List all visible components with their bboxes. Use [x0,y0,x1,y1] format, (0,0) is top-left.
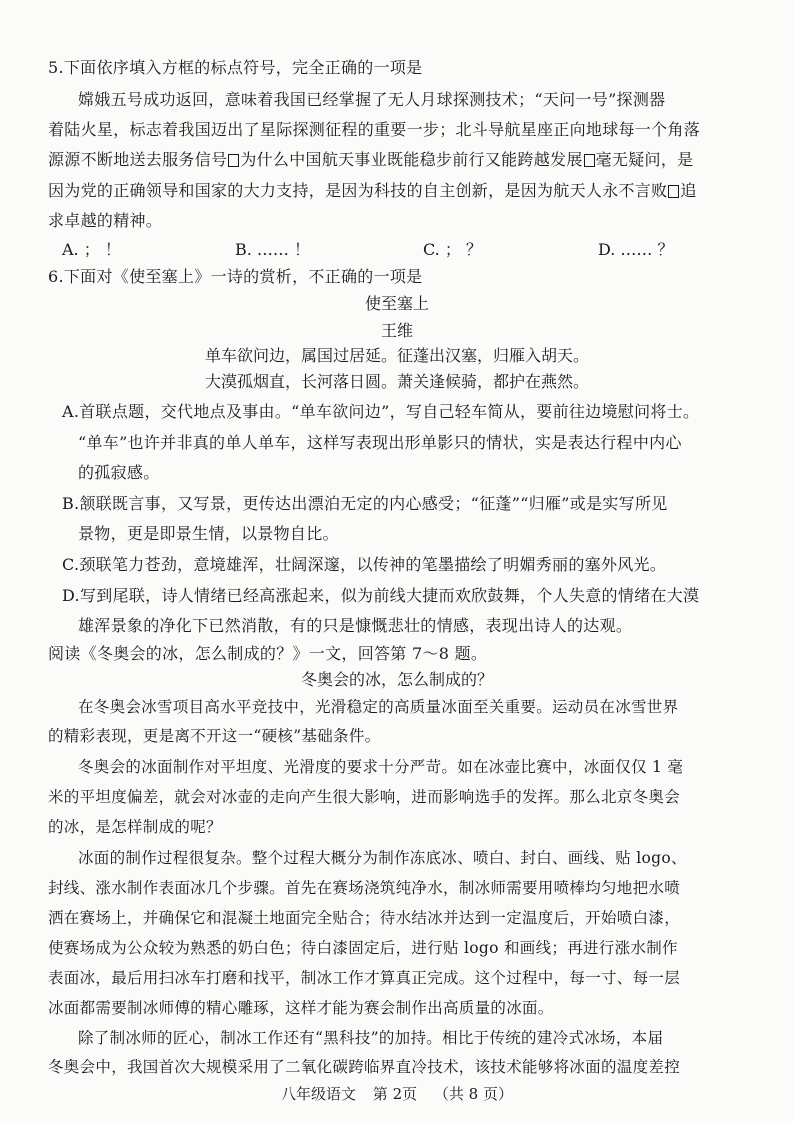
q5-text-segment: 为什么中国航天事业既能稳步前行又能跨越发展 [240,150,583,169]
article-title: 冬奥会的冰，怎么制成的？ [300,670,493,689]
page-footer [0,1083,794,1104]
q6-option-a-cont: “单车”也许并非真的单人单车，这样写表现出形单影只的情状，实是表达行程中内心 [78,433,682,452]
poem-line: 单车欲问边，属国过居延。征蓬出汉塞，归雁入胡天。 [204,346,589,365]
article-line: 冰面都需要制冰师傅的精心雕琢，这样才能为赛会制作出高质量的冰面。 [48,999,554,1017]
q6-option-b: B.颔联既言事，又写景，更传达出漂泊无定的内心感受；“征蓬”“归雁”或是实写所见 [62,494,668,513]
q6-stem: 6.下面对《使至塞上》一诗的赏析，不正确的一项是 [48,267,423,286]
article-line: 洒在赛场上，并确保它和混凝土地面完全贴合；待水结冰并达到一定温度后，开始喷白漆， [48,909,681,927]
article-line: 使赛场成为公众较为熟悉的奶白色；待白漆固定后，进行贴 logo 和画线；再进行涨水制作 [48,939,678,957]
q5-option-c: C. ； ？ [423,240,482,259]
q6-option-d-cont: 雄浑景象的净化下已然消散，有的只是慷慨悲壮的情感，表现出诗人的达观。 [78,616,633,635]
q5-option-b: B. …… ！ [235,240,311,259]
q5-passage-line: 求卓越的精神。 [48,211,163,230]
article-line: 封线、涨水制作表面冰几个步骤。首先在赛场浇筑纯净水，制冰师需要用喷棒均匀地把水喷 [48,879,681,897]
article-line: 在冬奥会冰雪项目高水平竞技中，光滑稳定的高质量冰面至关重要。运动员在冰雪世界 [78,698,679,716]
article-line: 冬奥会的冰面制作对平坦度、光滑度的要求十分严苛。如在冰壶比赛中，冰面仅仅 1 毫 [78,758,684,776]
q5-passage-line: 着陆火星，标志着我国迈出了星际探测征程的重要一步；北斗导航星座正向地球每一个角落 [48,120,701,139]
article-line: 冰面的制作过程很复杂。整个过程大概分为制作冻底冰、喷白、封白、画线、贴 logo、 [78,849,687,867]
q6-option-c: C.颈联笔力苍劲，意境雄浑，壮阔深邃，以传神的笔墨描绘了明媚秀丽的塞外风光。 [62,555,667,574]
blank-box [584,154,595,167]
q5-option-a: A. ； ！ [62,240,121,259]
poem-author: 王维 [380,321,413,340]
footer-page-number: 第 2页 [372,1085,418,1103]
article-line: 表面冰，最后用扫冰车打磨和找平，制冰工作才算真正完成。这个过程中，每一寸、每一层 [48,969,681,987]
q5-passage-line: 嫦娥五号成功返回，意味着我国已经掌握了无人月球探测技术；“天问一号”探测器 [78,90,666,109]
poem-title: 使至塞上 [364,294,429,313]
blank-box [228,154,239,167]
footer-subject: 八年级语文 [281,1085,357,1103]
footer-total-pages: （共 8 页） [433,1085,513,1103]
q5-text-segment: 毫无疑问，是 [595,150,694,169]
q5-passage-line [48,150,693,170]
reading-intro: 阅读《冬奥会的冰，怎么制成的？》一文，回答第 7～8 题。 [48,644,488,663]
q5-passage-line [48,181,697,201]
q6-option-a-cont: 的孤寂感。 [78,463,160,482]
article-line: 的冰，是怎样制成的呢？ [48,818,222,836]
article-line: 米的平坦度偏差，就会对冰壶的走向产生很大影响，进而影响选手的发挥。那么北京冬奥会 [48,788,681,806]
article-line: 除了制冰师的匠心，制冰工作还有“黑科技”的加持。相比于传统的建冷式冰场，本届 [78,1029,664,1047]
poem-line: 大漠孤烟直，长河落日圆。萧关逢候骑，都护在燕然。 [204,372,589,391]
article-line: 冬奥会中，我国首次大规模采用了二氧化碳跨临界直冷技术，该技术能够将冰面的温度差控 [48,1058,681,1076]
q6-option-a: A.首联点题，交代地点及事由。“单车欲问边”，写自己轻车简从，要前往边境慰问将士。 [62,402,700,421]
q5-stem: 5.下面依序填入方框的标点符号，完全正确的一项是 [48,58,423,77]
article-line: 的精彩表现，更是离不开这一“硬核”基础条件。 [48,727,381,745]
q6-option-d: D.写到尾联，诗人情绪已经高涨起来，似为前线大捷而欢欣鼓舞，个人失意的情绪在大漠 [62,586,700,605]
q6-option-b-cont: 景物，更是即景生情，以景物自比。 [78,524,339,543]
q5-option-d: D. …… ？ [598,240,674,259]
blank-box [668,185,679,198]
q5-text-segment: 源源不断地送去服务信号 [48,150,228,169]
q5-text-segment: 追 [680,181,697,200]
q5-text-segment: 因为党的正确领导和国家的大力支持，是因为科技的自主创新，是因为航天人永不言败 [48,181,668,200]
